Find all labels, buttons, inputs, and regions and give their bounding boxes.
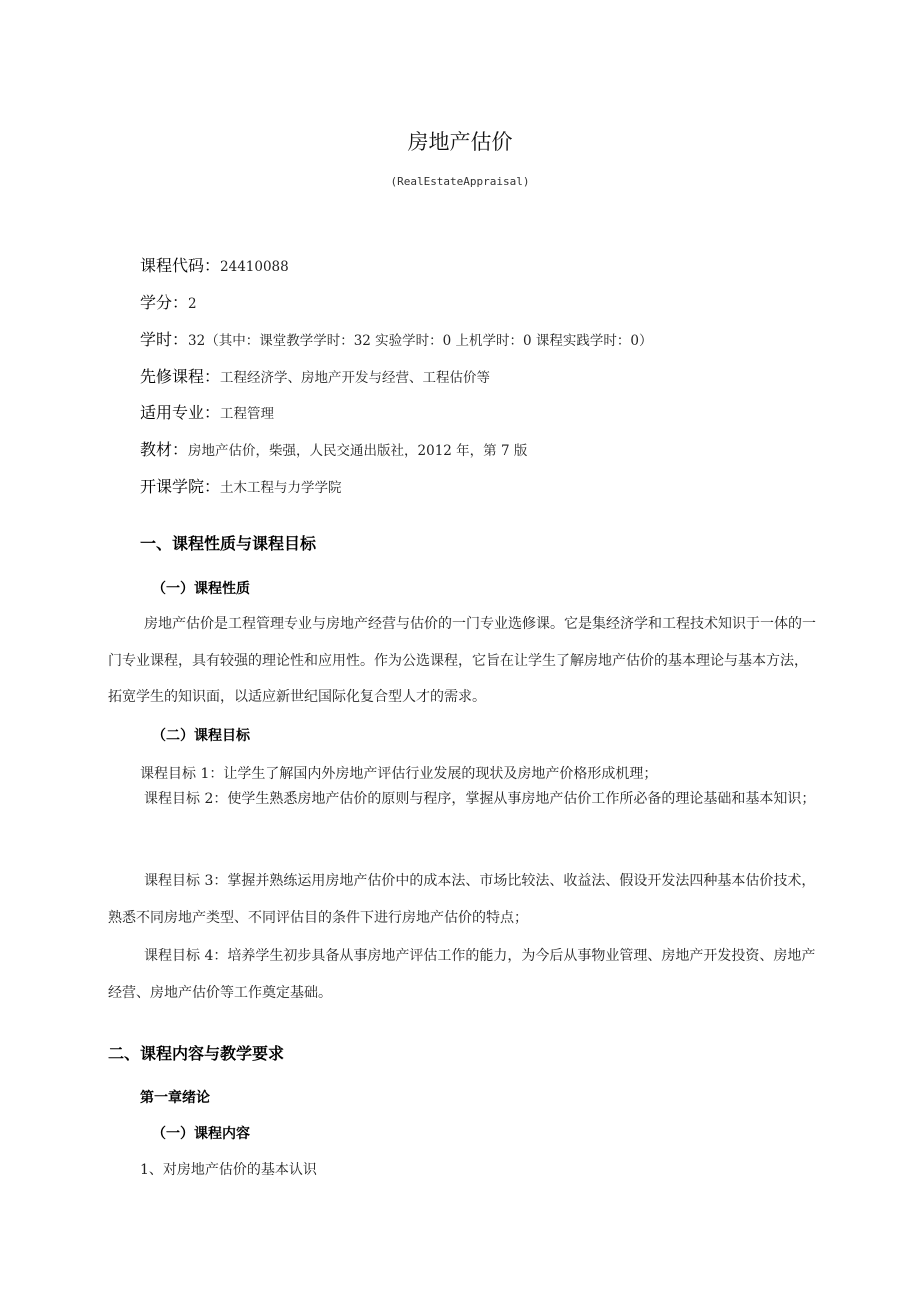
document-subtitle: (RealEstateAppraisal)	[390, 175, 530, 188]
chapter1-heading: 第一章绪论	[140, 1090, 210, 1106]
course-code-value: 24410088	[220, 259, 289, 275]
course-nature-heading: （一）课程性质	[152, 581, 250, 597]
course-code-label: 课程代码：	[140, 256, 221, 275]
course-code-row	[140, 253, 289, 276]
document-title: 房地产估价	[407, 130, 513, 154]
section2-heading: 二、课程内容与教学要求	[108, 1044, 285, 1063]
content-item-1: 1、对房地产估价的基本认识	[140, 1162, 317, 1178]
textbook-label: 教材：	[140, 440, 189, 459]
prerequisites-row	[140, 364, 490, 387]
credits-value: 2	[188, 296, 197, 312]
course-goals-heading: （二）课程目标	[152, 728, 250, 744]
course-goal-2: 课程目标 2：使学生熟悉房地产估价的原则与程序，掌握从事房地产估价工作所必备的理论基础和基本知识；	[144, 791, 816, 807]
credits-label: 学分：	[140, 293, 189, 312]
major-row	[140, 400, 274, 423]
credits-row	[140, 290, 197, 313]
prerequisites-value: 工程经济学、房地产开发与经营、工程估价等	[220, 370, 491, 386]
college-row	[140, 474, 342, 497]
textbook-row	[140, 437, 527, 460]
section1-heading: 一、课程性质与课程目标	[140, 534, 317, 553]
hours-row	[140, 327, 653, 350]
college-label: 开课学院：	[140, 477, 221, 496]
major-label: 适用专业：	[140, 403, 221, 422]
major-value: 工程管理	[220, 406, 275, 422]
college-value: 土木工程与力学学院	[220, 480, 342, 496]
course-content-heading: （一）课程内容	[152, 1126, 250, 1142]
hours-label: 学时：	[140, 330, 189, 349]
course-goal-3: 课程目标 3：掌握并熟练运用房地产估价中的成本法、市场比较法、收益法、假设开发法四种基本估价技术，熟悉不同房地产类型、不同评估目的条件下进行房地产估价的特点；	[108, 873, 816, 926]
hours-value: 32（其中：课堂教学学时：32 实验学时：0 上机学时：0 课程实践学时：0）	[188, 333, 653, 349]
course-nature-paragraph: 房地产估价是工程管理专业与房地产经营与估价的一门专业选修课。它是集经济学和工程技术知识于一体的一门专业课程，具有较强的理论性和应用性。作为公选课程，它旨在让学生了解房地产估价的基本理论与基本方法，拓宽学生的知识面，以适应新世纪国际化复合型人才的需求。	[108, 616, 816, 705]
prerequisites-label: 先修课程：	[140, 367, 221, 386]
course-goal-1: 课程目标 1：让学生了解国内外房地产评估行业发展的现状及房地产价格形成机理；	[140, 766, 658, 782]
course-goal-4: 课程目标 4：培养学生初步具备从事房地产评估工作的能力，为今后从事物业管理、房地产开发投资、房地产经营、房地产估价等工作奠定基础。	[108, 948, 816, 1001]
textbook-value: 房地产估价，柴强，人民交通出版社，2012 年，第 7 版	[188, 443, 528, 459]
